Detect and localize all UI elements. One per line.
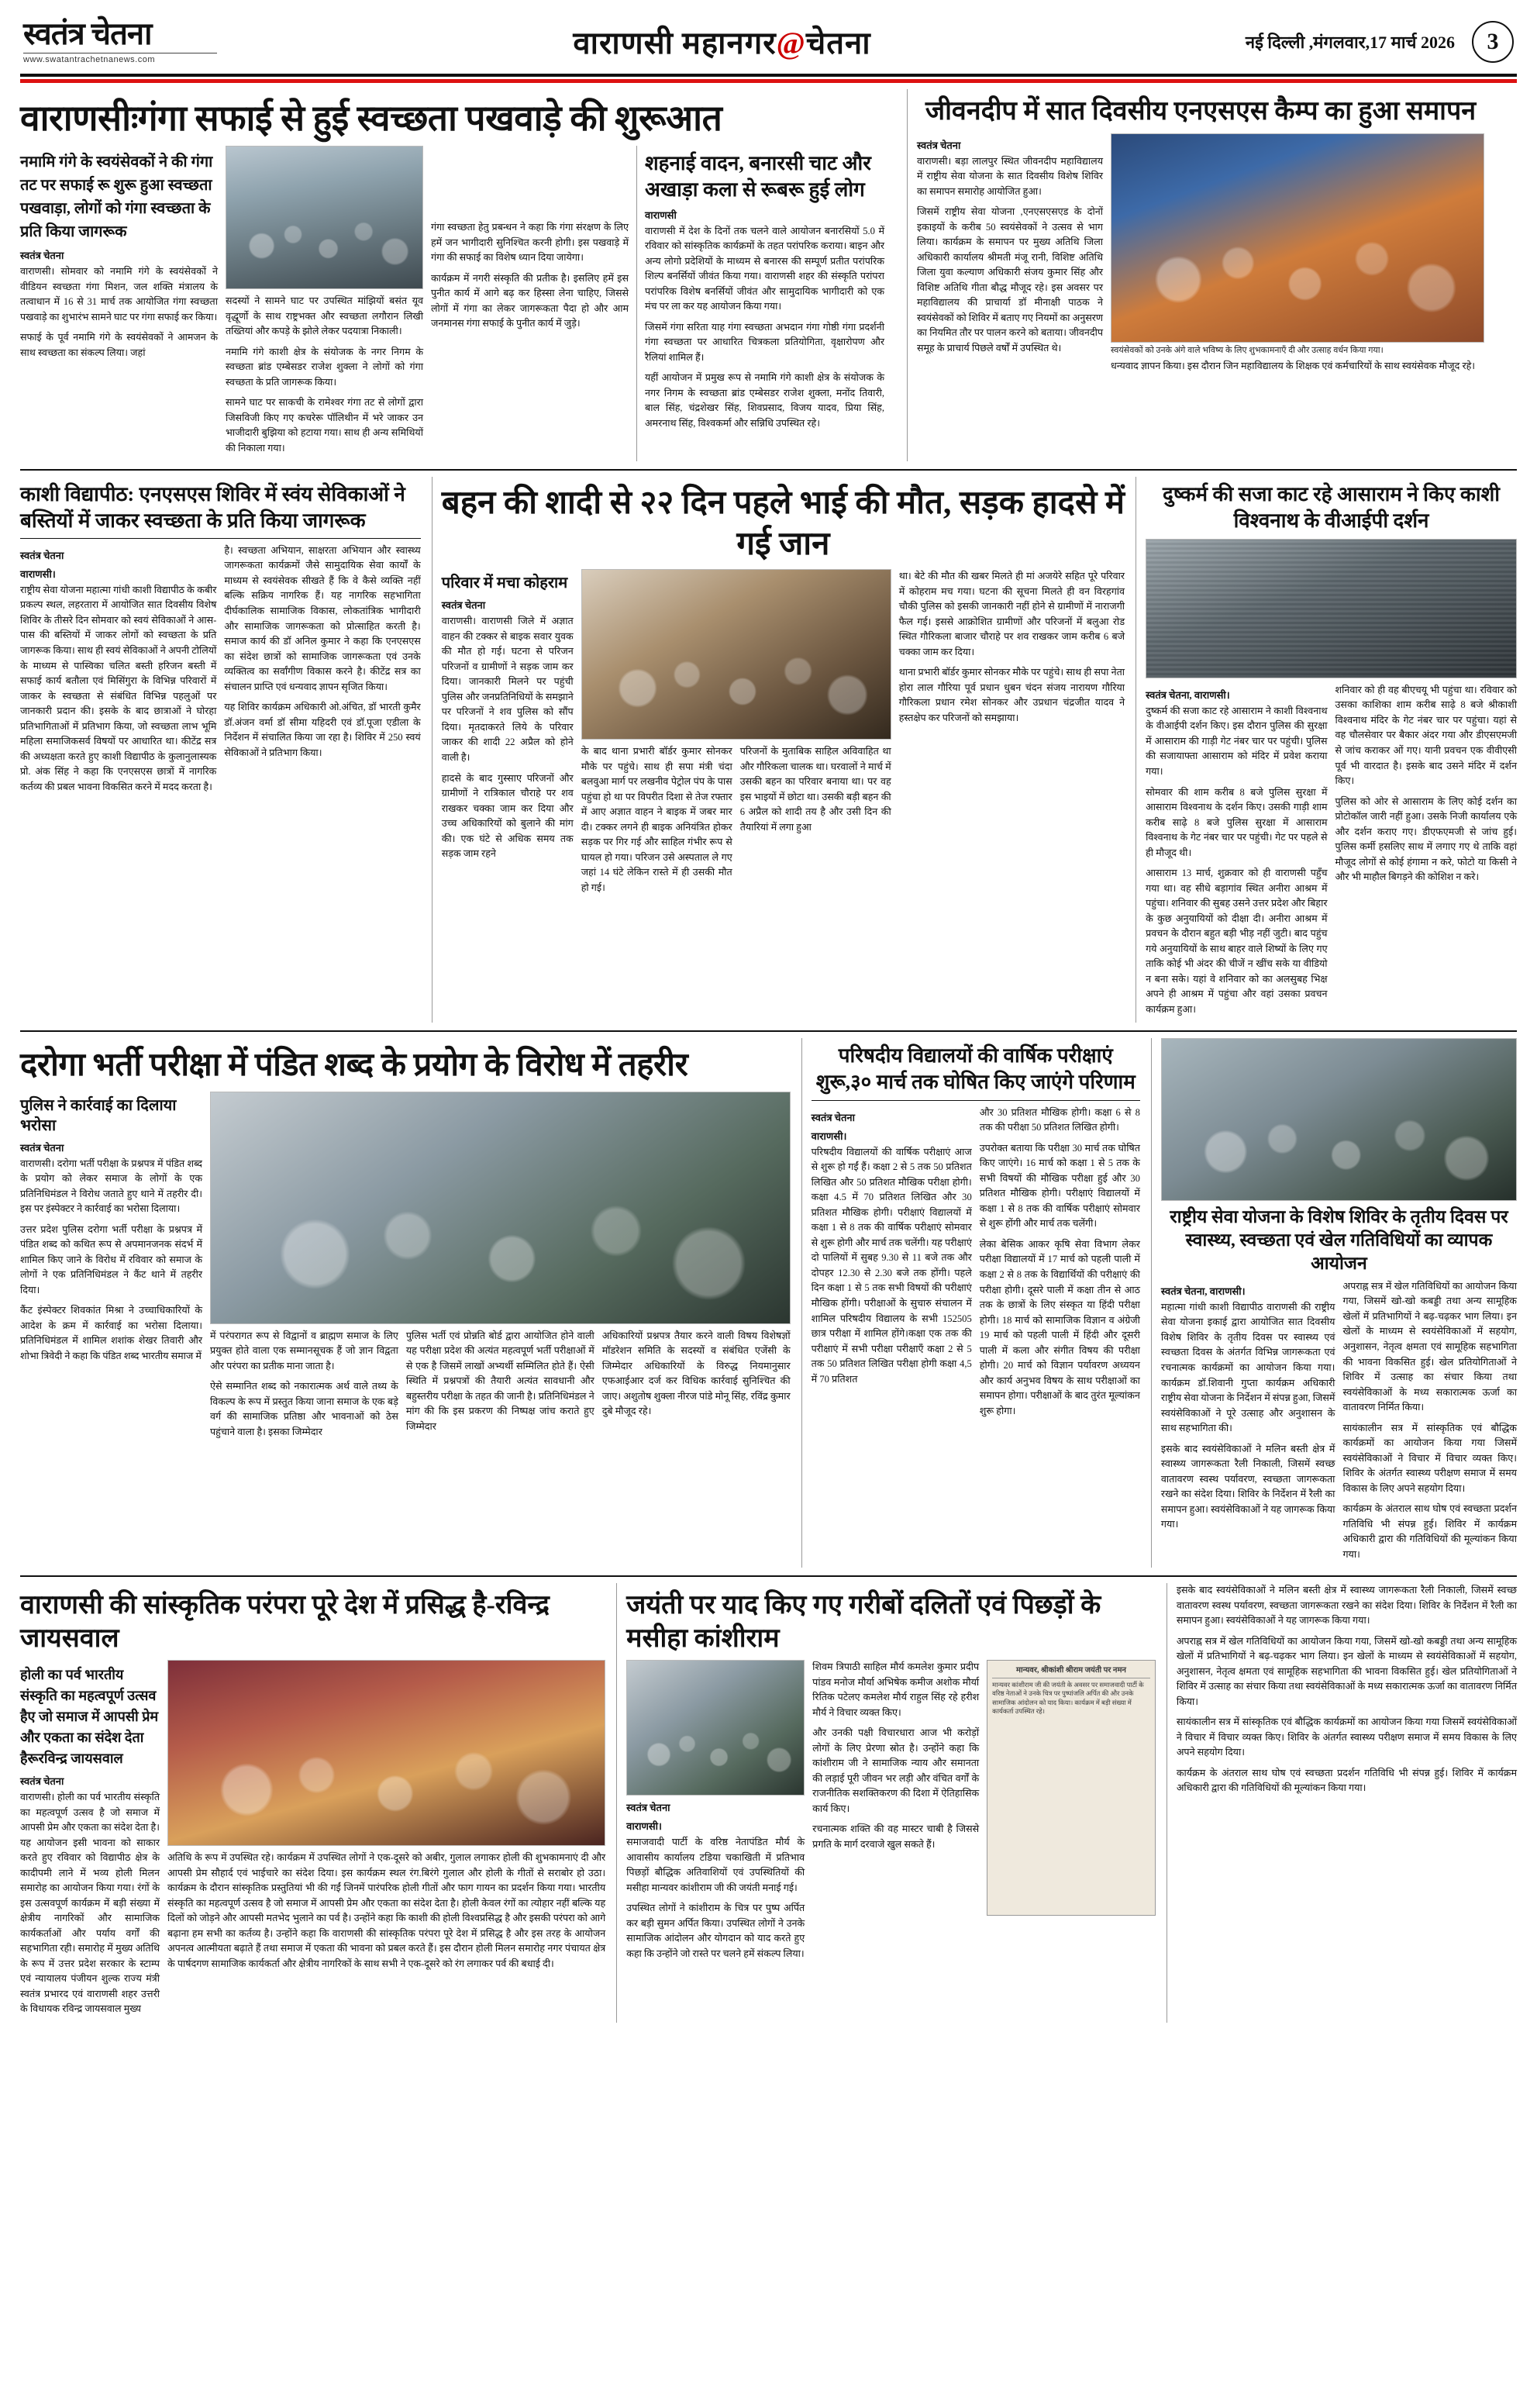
- article7-para-6: अधिकारियों प्रश्नपत्र तैयार करने वाली विषय विशेषज्ञों मॉडरेशन समिति के सदस्यों व संबंधित एजेंसी के जिम्मेदार अधिकारियों के विरुद्ध नियमानुसार एफआईआर दर्ज कर विधिक कार्रवाई सुनिश्चित की जाए। अशुतोष शुक्ला नीरज पांडे मोनू सिंह, रविंद्र कुमार दुबे मौजूद रहे।: [601, 1330, 791, 1417]
- masthead: [20, 14, 1517, 72]
- article9-cont-para-2: सायंकालीन सत्र में सांस्कृतिक एवं बौद्धिक कार्यक्रमों का आयोजन किया गया जिसमें स्वयंसेविकाओं ने विचार में विचार व्यक्त किए। शिविर के अंतर्गत स्वास्थ्य परीक्षण समाज में समय विकास के लिए अपने सहयोग दिया।: [1176, 1716, 1517, 1758]
- article9-cont-para-1: अपराह्न सत्र में खेल गतिविधियों का आयोजन किया गया, जिसमें खो-खो कबड्डी तथा अन्य सामूहिक खेलों में प्रतिभागियों ने बढ़-चढ़कर भाग लिया। इन खेलों के माध्यम से स्वयंसेविकाओं में सहयोग, अनुशासन, नेतृत्व क्षमता एवं सामूहिक सहभागिता की भावना विकसित हुई। खेल प्रतियोगिताओं ने शिविर में उत्साह का संचार किया तथा स्वयंसेविकाओं के मध्य सकारात्मक ऊर्जा का वातावरण निर्मित किया।: [1176, 1635, 1517, 1707]
- article1-para-5: गंगा स्वच्छता हेतु प्रबन्धन ने कहा कि गंगा संरक्षण के लिए हमें जन भागीदारी सुनिश्चित करनी होगी। इस पखवाड़े में गंगा की सफाई का विशेष ध्यान दिया जायेगा।: [431, 222, 629, 264]
- logo-title: स्वतंत्र चेतना: [23, 16, 152, 51]
- article7-headline: दरोगा भर्ती परीक्षा में पंडित शब्द के प्रयोग के विरोध में तहरीर: [20, 1047, 688, 1084]
- article11-photo: [626, 1660, 805, 1796]
- article5-para-0: वाराणसी। वाराणसी जिले में अज्ञात वाहन की टक्कर से बाइक सवार युवक की मौत हो गई। घटना से परिजन परिजनों व ग्रामीणों ने सड़क जाम कर दिया। जानकारी मिलने पर पहुंची पुलिस और जनप्रतिनिधियों के समझाने पर परिजनों ने शव पुलिस को सौंप दिया। मृतदाकरते लिये के परिवार जाकर की शादी 22 अप्रैल को होने वाली है।: [441, 616, 574, 763]
- article3-headline: जीवनदीप में सात दिवसीय एनएसएस कैम्प का हुआ समापन: [925, 97, 1477, 126]
- article1-headline: वाराणसीःगंगा सफाई से हुई स्वच्छता पखवाड़े की शुरूआत: [20, 98, 722, 138]
- article1-para-3: नमामि गंगे काशी क्षेत्र के संयोजक के नगर निगम के स्वच्छता ब्रांड एम्बेसडर राजेश शुक्ला ने लोगों को गंगा स्वच्छता के प्रति जागरूक किया।: [226, 346, 423, 388]
- article-kashi-vidyapeeth: [20, 477, 421, 1023]
- article4-headline: काशी विद्यापीठ: एनएसएस शिविर में स्वंय सेविकाओं ने बस्तियों में जाकर स्वच्छता के प्रति किया जागरूक: [20, 483, 405, 533]
- edition-title-left: वाराणसी महानगर: [573, 26, 777, 60]
- article6-para-3: शनिवार को ही वह बीएचयू भी पहुंचा था। रविवार को उसका काशिका शाम करीब साढ़े 8 बजे श्रीकाशी विश्वनाथ मंदिर के गेट नंबर चार पर पहुंचा। यहां से वह चौलसेवार पर बैकार अंदर गया और डीएसएमजी से जांच कराकर ओं गए। यानी प्रवचन एक वीवीएसी पूर्व भी वारदात है। इसके बाद उसने मंदिर में दर्शन किए।: [1335, 684, 1517, 787]
- band-2-divider: [20, 1030, 1517, 1032]
- publication-logo: [23, 16, 256, 64]
- article5-para-2: के बाद थाना प्रभारी बॉर्डर कुमार सोनकर मौके पर पहुंचे। साथ ही सपा मंत्री चंदा बलवुआ मार्ग पर लखनीव पेट्रोल पंप के पास पहुंचा हो था पर विपरीत दिशा से तेज रफ्तार में आए अज्ञात वाहन ने बाइक में जबर मार दी। टक्कर लगने ही बाइक अनियंत्रित होकर सड़क पर गिर गई और साहिल गंभीर रूप से घायल हो गया। परिजन उसे अस्पताल ले गए जहां 14 घंटे लेकिन रास्ते में ही उसकी मौत हो गई।: [581, 746, 732, 893]
- article9-photo: [1161, 1038, 1517, 1201]
- article9-para-3: सायंकालीन सत्र में सांस्कृतिक एवं बौद्धिक कार्यक्रमों का आयोजन किया गया जिसमें स्वयंसेविकाओं ने विचार में विचार व्यक्त किए। शिविर के अंतर्गत स्वास्थ्य परीक्षण समाज में समय विकास के लिए अपने सहयोग दिया।: [1342, 1422, 1517, 1494]
- band-2: [20, 477, 1517, 1023]
- article5-headline: बहन की शादी से २२ दिन पहले भाई की मौत, सड़क हादसे में गई जान: [441, 485, 1125, 562]
- article2-para-0: वाराणसी में देश के दिनों तक चलने वाले आयोजन बनारसियों 5.0 में रविवार को सांस्कृतिक कार्यक्रमों के तहत परांपरिक कराया। बाइन और अन्य लोगो प्रदेशियों के माध्यम से बनारस की सम्पूर्ण प्रतीत परांपरिक शिल्प बनर्सियों जीवंत किया गया। वाराणसी शहर की संस्कृति परांपरा परांपरिक विशेष बनर्सियों जीवंत और सामुदायिक भागीदारी को एक मंच पर ला कर यह आयोजन किया गया।: [645, 225, 884, 312]
- band-1-divider: [20, 469, 1517, 471]
- article5-para-3: परिजनों के मुताबिक साहिल अविवाहित था और गौरिकला चालक था। घरवालों ने मार्च में उसकी बहन का परिवार बनाया था। पर वह इस भाइयों में छोटा था। उसकी बड़ी बहन की 6 अप्रैल को शादी तय है और उसी दिन की तैयारियां में लगा हुआ: [739, 746, 891, 833]
- article1-para-2: सदस्यों ने सामने घाट पर उपस्थित मांझियों बसंत यूव वृद्धूर्णो के साथ राष्ट्रभक्त और स्वच्छता लगौरान लिखी तख्तियां और कपड़े के झोले लेकर पदयात्रा निकाली।: [226, 295, 423, 337]
- article6-para-0: दुष्कर्म की सजा काट रहे आसाराम ने काशी विश्वनाथ के वीआईपी दर्शन किए। इस दौरान पुलिस की सुरक्षा में आसाराम की गाड़ी गेट नंबर चार पर पहुंची। पुलिस की सजायाफ्ता आसाराम को मंदिर में प्रवेश कराया गया।: [1146, 705, 1328, 777]
- article2-headline: शहनाई वादन, बनारसी चाट और अखाड़ा कला से रूबरू हुई लोग: [645, 152, 871, 201]
- article-asaram: [1136, 477, 1517, 1023]
- article5-photo: [581, 569, 891, 740]
- article1-byline: स्वतंत्र चेतना: [20, 250, 64, 262]
- article1-photo: [226, 146, 423, 289]
- article2-para-2: यहीं आयोजन में प्रमुख रूप से नमामि गंगे काशी क्षेत्र के संयोजक के नगर निगम के स्वच्छता ब्रांड एम्बेसडर राजेश शुक्ला, मनोंद तिवारी, बाल सिंह, चंद्रशेखर सिंह, शिवप्रसाद, विजय यादव, प्रिया सिंह, अमरनाथ सिंह, विश्वकर्मा और सन्निधि उपस्थित रहे।: [645, 372, 884, 429]
- article1-para-6: कार्यक्रम में नगरी संस्कृति की प्रतीक है। इसलिए हमें इस पुनीत कार्य में आगे बढ़ कर हिस्सा लेना चाहिए, जिससे लोगों में गंगा का लेकर जागरूकता पैदा हो और आम जनमानस गंगा सफाई के पुनीत कार्य में जुड़े।: [431, 272, 629, 329]
- article-holi-culture: [20, 1583, 605, 2023]
- article-nss-camp-continued: [1167, 1583, 1517, 2023]
- article3-para-2: धन्यवाद ज्ञापन किया। इस दौरान जिन महाविद्यालय के शिक्षक एवं कर्मचारियों के साथ स्वयंसेवक मौजूद रहे।: [1111, 360, 1476, 371]
- article8-para-0: परिषदीय विद्यालयों की वार्षिक परीक्षाएं आज से शुरू हो गईं हैं। कक्षा 2 से 5 तक 50 प्रतिशत लिखित और 50 प्रतिशत मौखिक परीक्षा होगी। कक्षा 4.5 में 70 प्रतिशत लिखित और 30 प्रतिशत मौखिक होगी। परीक्षाएं विद्यालयों में कक्षा 1 से 8 तक की वार्षिक परीक्षाएं सोमवार से शुरू होगी और मार्च तक चलेंगी। यह परीक्षाएं दो पालियों में सुबह 9.30 से 11 बजे तक और दोपहर 12.30 से 2.30 बजे तक होंगी। पहले दिन कक्षा 1 से 5 तक सभी विषयों की परीक्षाएं मौखिक होंगी। परीक्षाओं के सुचारु संचालन में शामिल परिषदीय विद्यालय के सभी 152505 छात्र परीक्षा में शामिल होंगे।कक्षा एक तक की परीक्षाएं में सभी परीक्षा परीक्षाएँ कक्षा 2 से 5 तक 50 प्रतिशत लिखित परीक्षा होगी कक्षा 4,5 में 70 प्रतिशत: [811, 1146, 972, 1385]
- band-1: [20, 89, 1517, 461]
- article7-para-4: ऐसे सम्मानित शब्द को नकारात्मक अर्थ वाले तथ्य के विकल्प के रूप में प्रस्तुत किया जाना समाज के एक बड़े वर्ग की सामाजिक प्रतिष्ठा और भावनाओं को ठेस पहुंचाने वाला है। इसका जिम्मेदार: [210, 1381, 398, 1437]
- article8-para-1: और 30 प्रतिशत मौखिक होगी। कक्षा 6 से 8 तक की परीक्षा 50 प्रतिशत लिखित होगी।: [979, 1106, 1140, 1133]
- article10-photo: [167, 1660, 605, 1846]
- article-road-accident: [432, 477, 1125, 1023]
- article-daroga-exam: [20, 1038, 791, 1568]
- dateline: नई दिल्ली ,मंगलवार,17 मार्च 2026: [1245, 32, 1455, 52]
- article1-para-1: सफाई के पूर्व नमामि गंगे के स्वयंसेवकों ने आमजन के साथ स्वच्छता का संकल्प लिया। जहां: [20, 332, 218, 358]
- article10-headline: वाराणसी की सांस्कृतिक परंपरा पूरे देश में प्रसिद्ध है-रविन्द्र जायसवाल: [20, 1591, 550, 1653]
- article-ganga-cleanliness: [20, 89, 896, 461]
- article5-kicker: परिवार में मचा कोहराम: [441, 574, 568, 592]
- article7-byline: स्वतंत्र चेतना: [20, 1141, 64, 1154]
- article11-para-2: शिवम त्रिपाठी साहिल मौर्य कमलेश कुमार प्रदीप पांडव मनोज मौर्या अभिषेक कमीज अशोक मौर्या रितिक पटेलए कमलेश मौर्य राहुल सिंह रहे हरीश मौर्य ने विचार व्यक्त किए।: [812, 1661, 980, 1718]
- masthead-rule: [20, 74, 1517, 77]
- masthead-rule-red: [20, 79, 1517, 83]
- article6-headline: दुष्कर्म की सजा काट रहे आसाराम ने किए काशी विश्वनाथ के वीआईपी दर्शन: [1163, 483, 1501, 533]
- article10-para-0: वाराणसी। होली का पर्व भारतीय संस्कृति का महत्वपूर्ण उत्सव है जो समाज में आपसी प्रेम और एकता का संदेश देता है। यह आयोजन इसी भावना को साकार करते हुए रविवार को विद्यापीठ क्षेत्र के कादीपमी लाने में भव्य होली मिलन समारोह का आयोजन किया गया। रंगों के इस उत्सवपूर्ण कार्यक्रम में बड़ी संख्या में क्षेत्रीय नागरिकों और सामाजिक कार्यकर्ताओं और पर्याय वर्गों की सहभागिता रही। समारोह में मुख्य अतिथि के रूप में उत्तर प्रदेश सरकार के स्टाम्प एवं न्यायालय पंजीयन शुल्क राज्य मंत्री स्वतंत्र प्रभारद एवं वाराणसी शहर उत्तरी के विधायक रविन्द्र जायसवाल मुख्य: [20, 1792, 160, 2015]
- article9-para-4: कार्यक्रम के अंतराल साथ घोष एवं स्वच्छता प्रदर्शन गतिविधि भी संपन्न हुई। शिविर में कार्यक्रम अधिकारी द्वारा की गतिविधियों की मूल्यांकन किया गया।: [1342, 1503, 1517, 1560]
- article7-para-2: कैंट इंस्पेक्टर शिवकांत मिश्रा ने उच्चाधिकारियों के आदेश के क्रम में कार्रवाई का भरोसा दिलाया। प्रतिनिधिमंडल में शामिल शशांक शेखर तिवारी और शोभा त्रिवेदी ने कहा कि पंडित शब्द भारतीय समाज में: [20, 1305, 202, 1361]
- article7-para-1: उत्तर प्रदेश पुलिस दरोगा भर्ती परीक्षा के प्रश्नपत्र में पंडित शब्द को कथित रूप से अपमानजनक संदर्भ में शामिल किए जाने के विरोध में रविवार को समाज के लोगों ने एक प्रतिनिधिमंडल ने कैंट थाने में तहरीर दिया।: [20, 1223, 202, 1295]
- article8-para-3: लेका बेसिक आकर कृषि सेवा विभाग लेकर परीक्षा विद्यालयों में 17 मार्च को पहली पाली में कक्षा 2 से 8 तक के विद्यार्थियों की परीक्षाएं की परीक्षा होगी। दूसरे पाली में कक्षा तीन से आठ तक के छात्रों के लिए संस्कृत या हिंदी परीक्षा होगी। 18 मार्च को सामाजिक विज्ञान व अंग्रेजी 19 मार्च को पहली पाली में हिंदी और दूसरी पाली में कला और संगीत विषय की परीक्षा होगी। 20 मार्च को विज्ञान पर्यावरण अध्ययन और कार्य अनुभव विषय के साथ परीक्षाओं का समापन होगा। परीक्षाओं के बाद तुरंत मूल्यांकन शुरू होगा।: [979, 1238, 1140, 1416]
- article11-para-1: उपस्थित लोगों ने कांशीराम के चित्र पर पुष्प अर्पित कर बड़ी सुमन अर्पित किया। उपस्थित लोगों ने उनके सामाजिक आंदोलन और योगदान को याद करते हुए कहा कि उन्होंने जो रास्ते पर चलने हमें संकल्प लिया।: [626, 1903, 805, 1959]
- article9-cont-para-3: कार्यक्रम के अंतराल साथ घोष एवं स्वच्छता प्रदर्शन गतिविधि भी संपन्न हुई। शिविर में कार्यक्रम अधिकारी द्वारा की गतिविधियों की मूल्यांकन किया गया।: [1176, 1767, 1517, 1794]
- article1-para-0: वाराणसी। सोमवार को नमामि गंगे के स्वयंसेवकों ने वीडियन स्वच्छता गंगा मिशन, जल शक्ति मंत्रालय के तत्वाधान में 16 से 31 मार्च तक आयोजित गंगा स्वच्छता पखवाड़े का शुभारंभ सामने घाट पर गंगा सफाई कर किया।: [20, 266, 218, 323]
- article7-subhead: पुलिस ने कार्रवाई का दिलाया भरोसा: [20, 1096, 177, 1134]
- article10-byline: स्वतंत्र चेतना: [20, 1775, 64, 1788]
- article10-lead: होली का पर्व भारतीय संस्कृति का महत्वपूर्ण उत्सव हैए जो समाज में आपसी प्रेम और एकता का संदेश देता हैरूरविन्द्र जायसवाल: [20, 1667, 159, 1767]
- article1-lead: नमामि गंगे के स्वयंसेवकों ने की गंगा तट पर सफाई रू शुरू हुआ स्वच्छता पखवाड़ा, लोगों को गंगा स्वच्छता के प्रति किया जागरूक: [20, 154, 213, 241]
- article11-para-4: रचनात्मक शक्ति की वह मास्टर चाबी है जिससे प्रगति के मार्ग दरवाजे खुल सकते हैं।: [812, 1823, 980, 1850]
- article-nss-camp: [1151, 1038, 1517, 1568]
- article8-headline: परिषदीय विद्यालयों की वार्षिक परीक्षाएं शुरू,३० मार्च तक घोषित किए जाएंगे परिणाम: [815, 1044, 1136, 1094]
- logo-website: www.swatantrachetnanews.com: [23, 53, 217, 64]
- article6-para-2: आसाराम 13 मार्च, शुक्रवार को ही वाराणसी पहुँच गया था। वह सीधे बड़ागांव स्थित अनीरा आश्रम में पहुंचा। शनिवार की सुबह उसने उत्तर प्रदेश और बिहार के कुछ अनुयायियों को दीक्षा दी। अनीरा आश्रम में प्रवचन के दौरान बहुत बड़ी भीड़ नहीं जुटी। बाद पहुंच गये अनुयायियों के साथ बाहर वाले शिष्यों के लिए गए ताकि कोई भी अंदर की चीजें न खींच सके या वीडियो न बना सके। यहां वे शनिवार को का अलसुबह भिक्ष अपने ही आश्रम में पहुंचा और वहां उसका प्रवचन कार्यक्रम हुआ।: [1146, 868, 1328, 1015]
- article2-para-1: जिसमें गंगा सरिता याह गंगा स्वच्छता अभदान गंगा गोष्ठी गंगा प्रदर्शनी गंगा स्वच्छता पर आधारित चित्रकला प्रतियोगिता, वृक्षारोपण और रैलियां शामिल हैं।: [645, 321, 884, 363]
- article4-para-2: यह शिविर कार्यक्रम अधिकारी ओ.अंचित, डॉ भारती कुमैर डॉ.अंजन वर्मा डॉ सीमा यहिदरी एवं डॉ.पूजा एडीला के निर्देशन में संचालित किया जा रहा है। शिविर में 250 स्वयं सेविकाओं ने प्रतिभाग किया।: [224, 702, 421, 758]
- article8-byline: स्वतंत्र चेतना: [811, 1111, 856, 1123]
- article9-para-0: महात्मा गांधी काशी विद्यापीठ वाराणसी की राष्ट्रीय सेवा योजना इकाई द्वारा आयोजित सात दिवसीय विशेष शिविर के तृतीय दिवस पर स्वास्थ्य एवं स्वच्छता दिवस के अंतर्गत विभिन्न जागरूकता एवं रचनात्मक कार्यक्रमों का आयोजन किया गया। कार्यक्रम डॉ.शिवानी गुप्ता कार्यक्रम अधिकारी राष्ट्रीय सेवा योजना के निर्देशन में संपन्न हुआ, जिसमें स्वयंसेविकाओं ने पूरे उत्साह और अनुशासन के साथ सहभागिता की।: [1160, 1301, 1335, 1434]
- article11-para-3: और उनकी पक्षी विचारधारा आज भी करोड़ों लोगों के लिए प्रेरणा स्रोत है। उन्होंने कहा कि कांशीराम जी ने सामाजिक न्याय और समानता की लड़ाई पूरी जीवन भर लड़ी और वंचित वर्गों के राजनीतिक सशक्तिकरण की दिशा में ऐतिहासिक कार्य किए।: [812, 1727, 980, 1814]
- article3-para-1: जिसमें राष्ट्रीय सेवा योजना ,एनएसएसएड के दोनों इकाइयों के करीब 50 स्वयंसेवकों ने उत्सव से भाग लिया। कार्यक्रम के समापन पर मुख्य अतिथि जिला अधिकारी कार्यालय श्रीमती मंजू रानी, विशिष्ट अतिथि जिला युवा कल्याण अधिकारी संजय कुमार सिंह और विशिष्ट अतिथि गीता बौद्ध मौजूद रहे। इस अवसर पर महाविद्यालय की प्राचार्या डॉ मीनाक्षी पाठक ने स्वयंसेवकों को शिविर में बताए गए नियमों का अनुसरण का नियमित तौर पर पालन करने को बताया। जीवनदीप समूह के प्राचार्य पिछले वर्षों में उपस्थित थे।: [917, 206, 1103, 354]
- article2-byline: वाराणसी: [645, 209, 677, 221]
- article3-byline: स्वतंत्र चेतना: [917, 139, 961, 151]
- article7-para-0: वाराणसी। दरोगा भर्ती परीक्षा के प्रश्नपत्र में पंडित शब्द के प्रयोग को लेकर समाज के लोगों के एक प्रतिनिधिमंडल ने विरोध जताते हुए थाने में तहरीर दी। इस पर इंस्पेक्टर ने कार्रवाई का भरोसा दिलाया।: [20, 1157, 202, 1215]
- article9-byline: स्वतंत्र चेतना, वाराणसी।: [1160, 1285, 1246, 1297]
- article11-headline: जयंती पर याद किए गए गरीबों दलितों एवं पिछड़ों के मसीहा कांशीराम: [626, 1591, 1101, 1653]
- article7-photo: [210, 1092, 791, 1324]
- article4-para-1: है। स्वच्छता अभियान, साक्षरता अभियान और स्वास्थ्य जागरूकता कार्यक्रमों जैसे सामुदायिक सेवा कार्यों के माध्यम से स्वयंसेवक सीखते हैं कि वे कैसे व्यक्ति नहीं बल्कि सक्रिय नागरिक हैं। यह नागरिक सहभागिता दीर्घकालिक सामाजिक विकास, लोकतांत्रिक भागीदारी और सामाजिक जागरूकता को प्रोत्साहित करती है। समाज कार्य की डॉ अनिल कुमार ने कहा कि एनएसएस का संदेश छात्रों को सामाजिक जागरूकता एवं उनके व्यक्तित्व का सर्वांगीण विकास करने है। कीटेंद्र सत्र का संचालन प्राप्ति एवं धन्यवाद ज्ञापन सृजित किया।: [224, 544, 421, 692]
- article9-cont-para-0: इसके बाद स्वयंसेविकाओं ने मलिन बस्ती क्षेत्र में स्वास्थ्य जागरूकता रैली निकाली, जिसमें स्वच्छ वातावरण स्वस्थ पर्यावरण, स्वच्छता जागरूकता रखने का संदेश दिया। शिविर के निर्देशन में रैली का समापन हुआ। स्वयंसेविकाओं ने यह जागरूक किया गया।: [1176, 1585, 1517, 1627]
- edition-title-right: चेतना: [805, 26, 871, 60]
- article5-para-5: थाना प्रभारी बॉर्डर कुमार सोनकर मौके पर पहुंचे। साथ ही सपा नेता होरा लाल गौरिया पूर्व प्रधान धुबन चंदन संजय नारायण गौरिया गौरिकला प्रधान रमेश सोनकर और उप्रधान चंद्रजीत यादव ने हस्तक्षेप कर परिजनों को समझाया।: [898, 667, 1125, 723]
- article10-para-1: अतिथि के रूप में उपस्थित रहे। कार्यक्रम में उपस्थित लोगों ने एक-दूसरे को अबीर, गुलाल लगाकर होली की शुभकामनाएं दी और आपसी प्रेम सौहार्द एवं भाईचारे का संदेश दिया। इस कार्यक्रम स्थल रंग.बिरंगे गुलाल और होली के गीतों से सराबोर हो उठा। कार्यक्रम के दौरान सांस्कृतिक प्रस्तुतियां भी की गईं जिनमें पारंपरिक होली गीतों और फाग गायन का प्रदर्शन किया गया। भारतीय संस्कृति का महत्वपूर्ण उत्सव है जो समाज में आपसी प्रेम और एकता का संदेश देता है। होली केवल रंगों का त्योहार नहीं बल्कि यह दिलों को जोड़ने और आपसी मतभेद भुलाने का पर्व है। उन्होंने कहा कि काशी की होली विश्वप्रसिद्ध है और इसकी परंपरा को आगे बढ़ाना हम सभी का कर्तव्य है। उन्होंने कहा कि वाराणसी की सांस्कृतिक परंपरा पूरे देश में प्रसिद्ध है और इस तरह के आयोजन अपनत्व आत्मीयता बढ़ाते हैं तथा समाज में एकता की भावना को प्रबल करते हैं। इस दौरान होली मिलन समारोह नगर पंचायत क्षेत्र के पार्षदगण सामाजिक कार्यकर्ता और क्षेत्रीय नागरिकों के साथ सभी ने एक-दूसरे को रंग लगाकर पर्व की बधाई दी।: [167, 1852, 606, 1969]
- page-number: 3: [1472, 21, 1514, 63]
- article6-byline: स्वतंत्र चेतना, वाराणसी।: [1146, 688, 1230, 701]
- article4-sub-byline: वाराणसी।: [20, 568, 56, 580]
- article8-para-2: उपरोक्त बताया कि परीक्षा 30 मार्च तक घोषित किए जाएंगे। 16 मार्च को कक्षा 1 से 5 तक के सभी विषयों की मौखिक परीक्षा हुई और 30 प्रतिशत मौखिक होगी। परीक्षाएं विद्यालयों में कक्षा 1 से 8 तक की वार्षिक परीक्षाएं सोमवार से शुरू होंगी और मार्च तक चलेंगी।: [979, 1142, 1140, 1230]
- article3-photo: [1111, 133, 1484, 343]
- article8-sub-byline: वाराणसी।: [811, 1130, 847, 1142]
- article11-para-0: समाजवादी पार्टी के वरिष्ठ नेतापंडित मौर्य के आवासीय कार्यालय टडिया चकाखिती में प्रतिभाव पिछड़ों बौद्धिक अतिवाशियों एवं उपस्थितियों की मसीहा मान्यवर कांशीराम जी की जयंती मनाई गई।: [626, 1837, 805, 1893]
- article7-para-5: पुलिस भर्ती एवं प्रोन्नति बोर्ड द्वारा आयोजित होने वाली यह परीक्षा प्रदेश की अत्यंत महत्वपूर्ण भर्ती परीक्षाओं में से एक है जिसमें लाखों अभ्यर्थी सम्मिलित होते हैं। ऐसी स्थिति में प्रश्नपत्रों की तैयारी अत्यंत सावधानी और बहुस्तरीय परीक्षा के तहत की जानी है। प्रतिनिधिमंडल ने मांग की कि इस प्रकरण की निष्पक्ष जांच कराते हुए जिम्मेदार: [405, 1330, 594, 1432]
- article11-newspaper-clipping: [987, 1660, 1156, 1916]
- article4-byline: स्वतंत्र चेतना: [20, 549, 64, 561]
- article1-para-4: सामने घाट पर साकची के रामेश्वर गंगा तट से लोगों द्वारा जिसविजी किए गए कचरेरू पॉलिथीन में भरे जाकर उन भाजीदारी बुझिया को हटाया गया। साथ ही अन्य समिथियों की निकाला गया।: [226, 397, 423, 454]
- article6-para-4: पुलिस को ओर से आसाराम के लिए कोई दर्शन का प्रोटोकॉल जारी नहीं हुआ। उसके निजी कार्यालय एके और दर्शन कराए गए। डीएफएमजी से जांच हुई। पुलिस कर्मी हसलिए साथ में लगाए गए थे ताकि वहां मौजूद लोगों से कोई हंगामा न करे, फोटो या किसी ने और भी माहौल बिगड़ने की कोशिश न करे।: [1335, 795, 1517, 883]
- article-kanshiram: [616, 1583, 1156, 2023]
- article7-para-3: में परंपरागत रूप से विद्वानों व ब्राह्मण समाज के लिए प्रयुक्त होते वाला एक सम्मानसूचक हैं जो ज्ञान विद्वता और परंपरा का प्रतीक माना जाता है।: [210, 1330, 398, 1371]
- at-symbol: @: [776, 26, 806, 60]
- article5-para-1: हादसे के बाद गुस्साए परिजनों और ग्रामीणों ने रात्रिकाल चौराहे पर शव राखकर चक्का जाम कर दिया और उच्च अधिकारियों को बुलाने की मांग की। एक घंटे से अधिक समय तक सड़क जाम रहने: [441, 772, 574, 860]
- clipping-title: मान्यवर, श्रीकांशी श्रीराम जयंती पर नमन: [992, 1665, 1150, 1678]
- band-3-divider: [20, 1575, 1517, 1577]
- article-jeevandeep: [907, 89, 1484, 461]
- article11-sub-byline: वाराणसी।: [626, 1820, 662, 1833]
- article9-para-1: इसके बाद स्वयंसेविकाओं ने मलिन बस्ती क्षेत्र में स्वास्थ्य जागरूकता रैली निकाली, जिसमें स्वच्छ वातावरण स्वस्थ पर्यावरण, स्वच्छता जागरूकता रखने का संदेश दिया। शिविर के निर्देशन में रैली का समापन हुआ। स्वयंसेविकाओं ने यह जागरूक किया गया।: [1160, 1443, 1335, 1530]
- article3-para-0: वाराणसी। बड़ा लालपुर स्थित जीवनदीप महाविद्यालय में राष्ट्रीय सेवा योजना के सात दिवसीय विशेष शिविर का समापन समारोह आयोजित हुआ।: [917, 155, 1103, 197]
- band-3: [20, 1038, 1517, 1568]
- clipping-text: मान्यवर कांशीराम जी की जयंती के अवसर पर समाजवादी पार्टी के वरिष्ठ नेताओं ने उनके चित्र पर पुष्पांजलि अर्पित की और उनके सामाजिक आंदोलन को याद किया। कार्यक्रम में बड़ी संख्या में कार्यकर्ता उपस्थित रहे।: [992, 1680, 1144, 1716]
- article6-photo: [1146, 539, 1517, 678]
- article4-para-0: राष्ट्रीय सेवा योजना महात्मा गांधी काशी विद्यापीठ के कबीर प्रकल्प स्थल, लहरतारा में आयोजित सात दिवसीय विशेष शिविर के तीसरे दिन सोमवार को स्वयं सेविकाओं ने आस-पास की बस्तियों में जाकर लोगों को स्वच्छता के प्रति जागरूक किया। साथ ही स्वयं सेविकाओं ने अपनी टोलियों के माध्यम से पास्विका चलित बस्ती हरिजन बस्ती में सफाई कार्य बतौला एवं मिसिंगुरा के विभिन्न परिवारों में जाकर के स्वच्छता से संबंधित विभिन्न पहलुओं पर जानकारी प्रदान की। इसके के बाद छात्राओं ने घोरहा प्रतिभागिताओं में प्रतिभाग किया, जो स्वच्छता लाभ भूमि महिला समाजिकसर्व विषयों पर आधारित था। कीटेंद्र सत्र की अध्यक्षता करते हुए काशी विद्यापीठ के कुलानुलास्यक प्रो. अंक सिंह ने कहा कि एनएसएस छात्रों में नागरिक कर्तव्य की प्रबल भावना विकसित करने में मदद करता है।: [20, 584, 217, 792]
- article9-headline: राष्ट्रीय सेवा योजना के विशेष शिविर के तृतीय दिवस पर स्वास्थ्य, स्वच्छता एवं खेल गतिविधियों का व्यापक आयोजन: [1170, 1207, 1508, 1274]
- article11-byline: स्वतंत्र चेतना: [626, 1802, 670, 1814]
- masthead-right: [1188, 21, 1514, 63]
- article5-para-4: था। बेटे की मौत की खबर मिलते ही मां अजयेरे सहित पूरे परिवार में कोहराम मच गया। घटना की सूचना मिलते ही वन विरहगांव चौकी पुलिस को इसकी जानकारी नहीं होने से ग्रामीणों में नाराजगी फैल गई। इससे आक्रोशित ग्रामीणों और परिजनों में बलुआ रोड स्थित गौरिकला बाजार चौराहे पर शव राखकर जाम करीब 6 बजे चक्का जाम कर दिया।: [898, 571, 1125, 657]
- article3-caption: स्वयंसेवकों को उनके अंगे वाले भविष्य के लिए शुभकामनाएँ दी और उत्साह वर्धन किया गया।: [1111, 345, 1384, 355]
- band-4: [20, 1583, 1517, 2023]
- article9-para-2: अपराह्न सत्र में खेल गतिविधियों का आयोजन किया गया, जिसमें खो-खो कबड्डी तथा अन्य सामूहिक खेलों में प्रतिभागियों ने बढ़-चढ़कर भाग लिया। इन खेलों के माध्यम से स्वयंसेविकाओं में सहयोग, अनुशासन, नेतृत्व क्षमता एवं सामूहिक सहभागिता की भावना विकसित हुई। खेल प्रतियोगिताओं ने शिविर में उत्साह का संचार किया तथा स्वयंसेविकाओं के मध्य सकारात्मक ऊर्जा का वातावरण निर्मित किया।: [1342, 1280, 1517, 1413]
- article5-byline: स्वतंत्र चेतना: [441, 599, 486, 612]
- article6-para-1: सोमवार की शाम करीब 8 बजे पुलिस सुरक्षा में आसाराम विश्वनाथ के दर्शन किए। उसकी गाड़ी शाम करीब साढ़े 8 बजे पुलिस सुरक्षा में आसाराम विश्वनाथ के गेट नंबर चार पर पहुंची। गेट पर पहले से ही मौजूद थी।: [1146, 786, 1328, 858]
- article-shehnai: [636, 146, 884, 461]
- edition-title: [256, 20, 1188, 63]
- article-school-exams: [801, 1038, 1140, 1568]
